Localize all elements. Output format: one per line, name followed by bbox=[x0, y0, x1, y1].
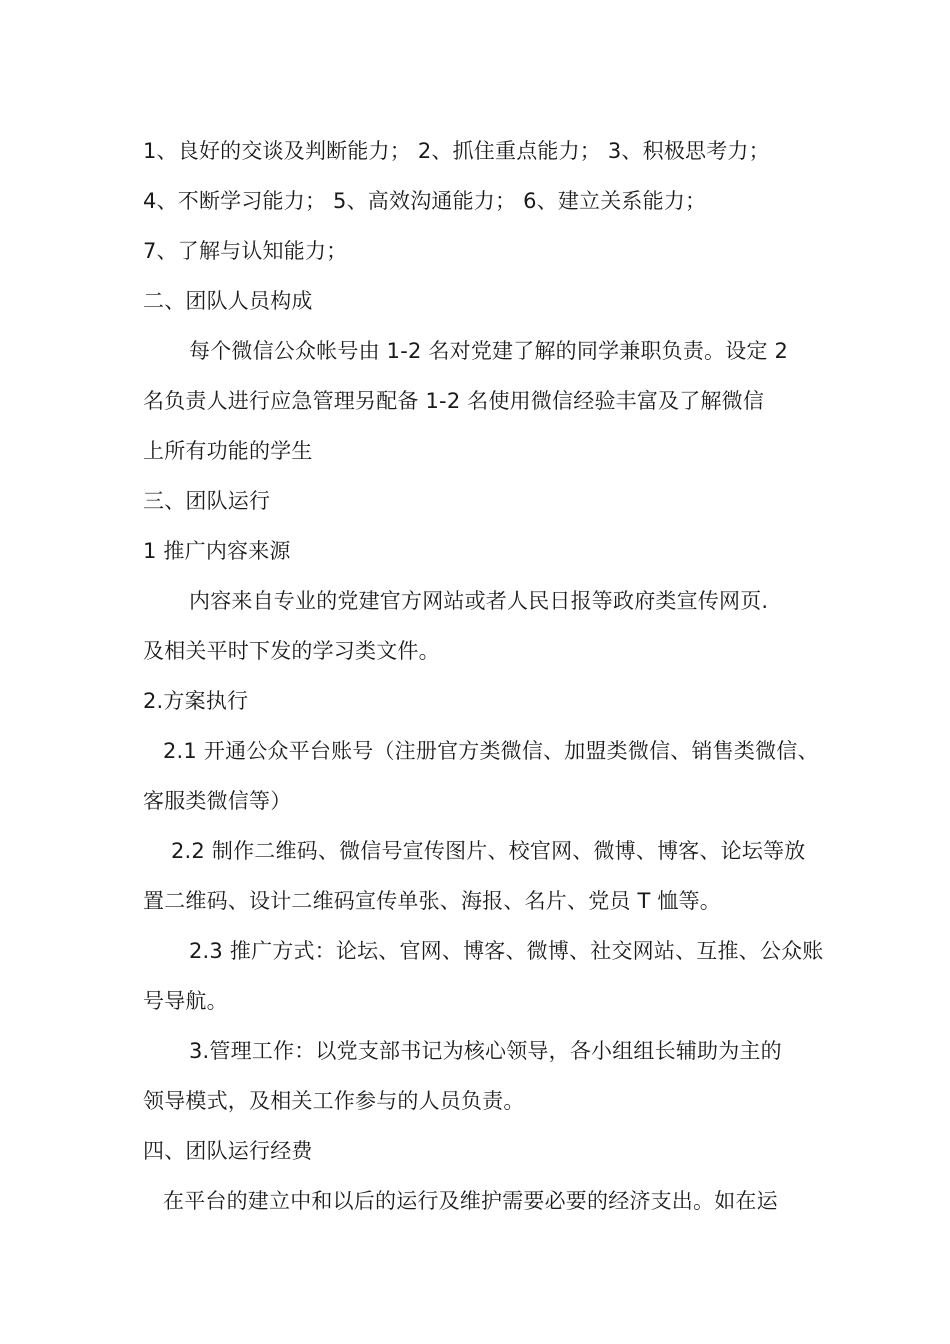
ability-list-line-1: 1、良好的交谈及判断能力； 2、抓住重点能力； 3、积极思考力； bbox=[143, 139, 770, 163]
paragraph-line: 客服类微信等） bbox=[143, 789, 292, 813]
paragraph-line: 及相关平时下发的学习类文件。 bbox=[143, 639, 440, 663]
paragraph-line: 2.2 制作二维码、微信号宣传图片、校官网、微博、博客、论坛等放 bbox=[171, 839, 806, 863]
ability-list-line-2: 4、不断学习能力； 5、高效沟通能力； 6、建立关系能力； bbox=[143, 189, 707, 213]
paragraph-line: 上所有功能的学生 bbox=[143, 439, 313, 463]
section-heading-team-operation: 三、团队运行 bbox=[143, 489, 271, 513]
paragraph-line: 在平台的建立中和以后的运行及维护需要必要的经济支出。如在运 bbox=[163, 1189, 778, 1213]
paragraph-line: 内容来自专业的党建官方网站或者人民日报等政府类宣传网页. bbox=[189, 589, 769, 613]
paragraph-line: 2.1 开通公众平台账号（注册官方类微信、加盟类微信、销售类微信、 bbox=[163, 739, 819, 763]
paragraph-line: 3.管理工作：以党支部书记为核心领导，各小组组长辅助为主的 bbox=[189, 1039, 782, 1063]
section-heading-team-members: 二、团队人员构成 bbox=[143, 289, 313, 313]
paragraph-line: 2.3 推广方式：论坛、官网、博客、微博、社交网站、互推、公众账 bbox=[189, 939, 824, 963]
subheading-plan-execution: 2.方案执行 bbox=[143, 689, 249, 713]
paragraph-line: 每个微信公众帐号由 1-2 名对党建了解的同学兼职负责。设定 2 bbox=[189, 339, 789, 363]
subheading-content-source: 1 推广内容来源 bbox=[143, 539, 291, 563]
paragraph-line: 领导模式，及相关工作参与的人员负责。 bbox=[143, 1089, 525, 1113]
paragraph-line: 名负责人进行应急管理另配备 1-2 名使用微信经验丰富及了解微信 bbox=[143, 389, 765, 413]
paragraph-line: 号导航。 bbox=[143, 989, 228, 1013]
ability-list-line-3: 7、了解与认知能力； bbox=[143, 239, 348, 263]
paragraph-line: 置二维码、设计二维码宣传单张、海报、名片、党员 T 恤等。 bbox=[143, 889, 721, 913]
section-heading-team-funding: 四、团队运行经费 bbox=[143, 1139, 313, 1163]
